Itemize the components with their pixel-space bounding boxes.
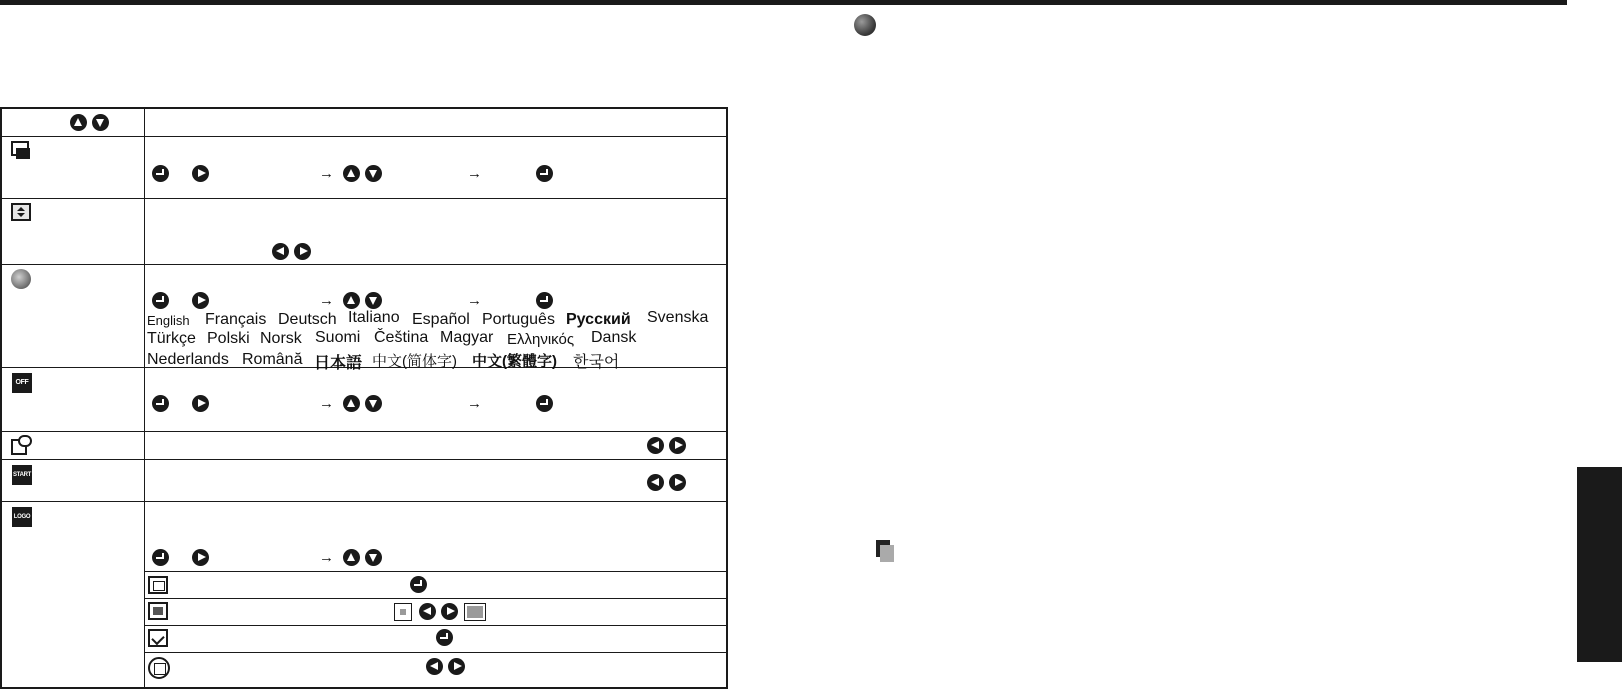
- language-option: Deutsch: [278, 311, 337, 328]
- right-button-icon: [192, 165, 209, 182]
- logo-register-icon: [148, 629, 168, 647]
- small-size-icon: [394, 603, 412, 621]
- language-option: Norsk: [260, 330, 302, 347]
- up-button-icon: [343, 395, 360, 412]
- start-up-icon: START: [12, 465, 32, 485]
- language-option: English: [147, 313, 190, 328]
- arrow-glyph: →: [467, 165, 482, 182]
- logo-capture-icon: [148, 576, 168, 594]
- full-size-icon: [464, 603, 486, 621]
- arrow-glyph: →: [467, 395, 482, 412]
- enter-button-icon: [410, 576, 427, 593]
- down-button-icon: [365, 292, 382, 309]
- enter-button-icon: [152, 165, 169, 182]
- arrow-glyph: →: [319, 292, 334, 309]
- language-option: 中文(简体字): [372, 353, 457, 370]
- language-option: Español: [412, 311, 470, 328]
- language-globe-icon: [11, 269, 33, 291]
- auto-power-off-icon: OFF: [12, 373, 32, 393]
- language-option: Română: [242, 351, 303, 368]
- table-row: [2, 368, 726, 432]
- language-option: Nederlands: [147, 351, 229, 368]
- left-button-icon: [419, 603, 436, 620]
- language-option: 한국어: [573, 354, 620, 371]
- language-option: Suomi: [315, 329, 361, 346]
- section-bullet-icon: [854, 14, 876, 36]
- left-button-icon: [647, 474, 664, 491]
- language-option: Français: [205, 311, 267, 328]
- logo-size-icon: [148, 602, 168, 620]
- logo-lock-icon: [148, 657, 170, 679]
- top-rule: [0, 0, 1567, 5]
- table-row: [2, 432, 726, 460]
- enter-button-icon: [436, 629, 453, 646]
- table-row: [2, 502, 726, 689]
- enter-button-icon: [152, 549, 169, 566]
- down-button-icon: [365, 165, 382, 182]
- setup-menu-table: [0, 107, 728, 689]
- table-header-row: [2, 109, 726, 137]
- down-button-icon: [365, 549, 382, 566]
- right-button-icon: [669, 437, 686, 454]
- picture-position-icon: [11, 141, 33, 163]
- enter-button-icon: [152, 395, 169, 412]
- arrow-glyph: →: [319, 165, 334, 182]
- right-button-icon: [448, 658, 465, 675]
- up-button-icon: [343, 549, 360, 566]
- setting-lock-icon: [11, 435, 33, 457]
- enter-button-icon: [536, 165, 553, 182]
- language-option: Čeština: [374, 329, 429, 346]
- right-button-icon: [192, 549, 209, 566]
- down-button-icon: [92, 114, 109, 131]
- language-option: 日本語: [314, 355, 363, 372]
- table-row: [2, 199, 726, 265]
- right-button-icon: [192, 292, 209, 309]
- right-button-icon: [669, 474, 686, 491]
- table-row: [2, 460, 726, 502]
- note-icon: [876, 540, 894, 562]
- left-button-icon: [272, 243, 289, 260]
- enter-button-icon: [536, 292, 553, 309]
- left-button-icon: [647, 437, 664, 454]
- arrow-glyph: →: [319, 549, 334, 566]
- down-button-icon: [365, 395, 382, 412]
- language-option: Italiano: [348, 309, 400, 326]
- language-option: Polski: [207, 330, 250, 347]
- language-option: Türkçe: [147, 330, 196, 347]
- right-button-icon: [192, 395, 209, 412]
- arrow-glyph: →: [467, 292, 482, 309]
- up-button-icon: [343, 165, 360, 182]
- language-option: Русский: [566, 311, 631, 328]
- enter-button-icon: [152, 292, 169, 309]
- keystone-icon: [11, 203, 33, 225]
- language-option: Ελληνικός: [507, 331, 575, 348]
- language-option: 中文(繁體字): [472, 353, 557, 370]
- language-option: Svenska: [647, 309, 709, 326]
- side-thumb-tab: [1577, 467, 1622, 662]
- table-row: [2, 265, 726, 372]
- logo-icon: LOGO: [12, 507, 32, 527]
- arrow-glyph: →: [319, 395, 334, 412]
- right-button-icon: [294, 243, 311, 260]
- language-option: Português: [482, 311, 555, 328]
- language-option: Dansk: [591, 329, 637, 346]
- up-button-icon: [343, 292, 360, 309]
- language-option: Magyar: [440, 329, 494, 346]
- table-row: [2, 137, 726, 199]
- left-button-icon: [426, 658, 443, 675]
- up-button-icon: [70, 114, 87, 131]
- right-button-icon: [441, 603, 458, 620]
- enter-button-icon: [536, 395, 553, 412]
